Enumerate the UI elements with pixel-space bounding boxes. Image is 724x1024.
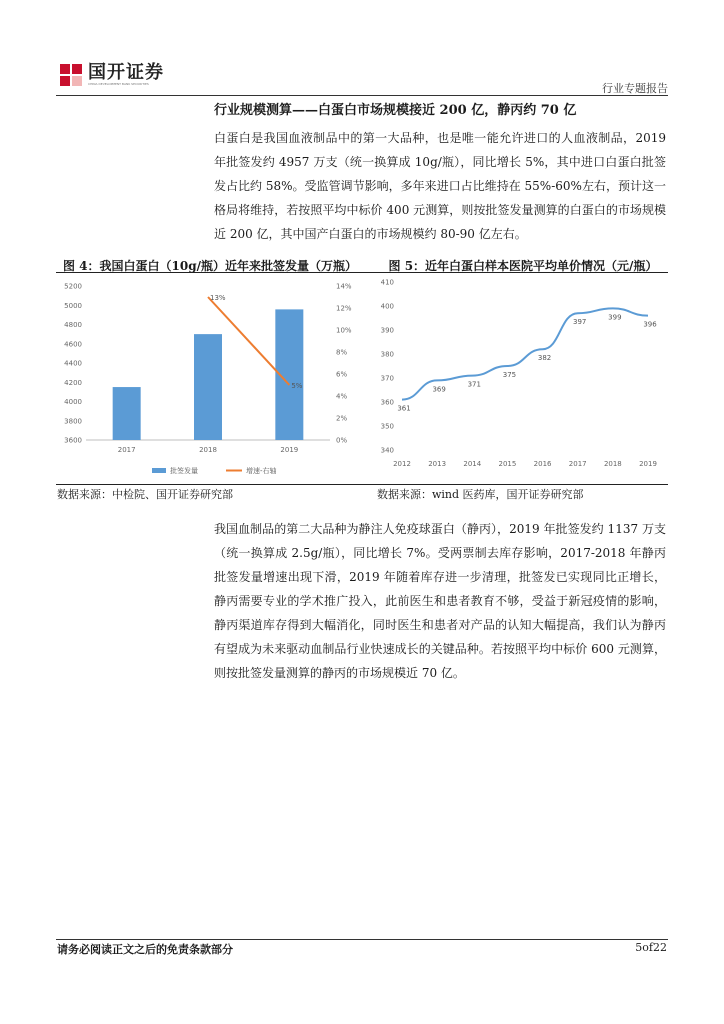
y-tick-label: 5000: [64, 301, 82, 310]
x-tick-label: 2018: [603, 460, 622, 468]
figure-5-title: 图 5：近年白蛋白样本医院平均单价情况（元/瓶）: [388, 259, 658, 273]
y-tick-label: 5200: [64, 282, 82, 291]
company-logo: [60, 64, 164, 86]
bar: [194, 334, 222, 440]
paragraph-albumin: 白蛋白是我国血液制品中的第一大品种，也是唯一能允许进口的人血液制品，2019 年批签发约 4957 万支（统一换算成 10g/瓶），同比增长 5%，其中进口白蛋白批签发占比约 58%。受监管调节影响，多年来进口占比维持在 55%-60%左右，预计这一格局将维持，若按照平均中标价 400 元测算，则按批签发量测算的白蛋白的市场规模近 200 亿，其中国产白蛋白的市场规模约 80-90 亿左右。: [214, 131, 666, 241]
figure-5-source: 数据来源：wind 医药库，国开证券研究部: [377, 488, 584, 501]
y-tick-label: 3600: [64, 436, 82, 445]
section-heading: 行业规模测算——白蛋白市场规模接近 200 亿，静丙约 70 亿: [214, 103, 577, 118]
y-tick-label: 370: [380, 374, 394, 383]
report-type: 行业专题报告: [602, 82, 668, 95]
page-number: 5of22: [635, 941, 667, 954]
y-tick-label: 3800: [64, 417, 82, 426]
y-tick-label: 340: [380, 446, 394, 455]
figure-top-rule: [56, 272, 668, 273]
footer-divider: [56, 939, 668, 940]
logo-subtitle: CHINA DEVELOPMENT BANK SECURITIES: [88, 82, 149, 86]
footer-disclaimer: 请务必阅读正文之后的免责条款部分: [57, 943, 233, 956]
figure-4-title: 图 4：我国白蛋白（10g/瓶）近年来批签发量（万瓶）: [62, 259, 357, 273]
x-tick-label: 2018: [199, 446, 217, 454]
y2-tick-label: 6%: [336, 370, 348, 379]
x-tick-label: 2016: [533, 460, 552, 468]
logo-mark-icon: [60, 64, 82, 86]
y2-tick-label: 2%: [336, 414, 348, 423]
figure-bottom-rule: [56, 484, 668, 485]
price-data-label: 371: [467, 380, 481, 389]
y-tick-label: 410: [380, 278, 394, 287]
figure-5-chart: [366, 274, 668, 482]
price-data-label: 361: [397, 404, 411, 413]
x-tick-label: 2019: [280, 446, 299, 454]
x-tick-label: 2012: [393, 460, 411, 468]
y-tick-label: 400: [380, 302, 394, 311]
y-tick-label: 4200: [64, 378, 82, 387]
y2-tick-label: 8%: [336, 348, 348, 357]
header-divider: [56, 95, 668, 96]
x-tick-label: 2015: [498, 460, 517, 468]
price-data-label: 399: [608, 313, 622, 322]
bar: [113, 387, 141, 440]
x-tick-label: 2017: [117, 446, 136, 454]
logo-name: 国开证券: [88, 62, 164, 83]
figure-4-source: 数据来源：中检院、国开证券研究部: [57, 488, 233, 501]
y-tick-label: 390: [380, 326, 394, 335]
y2-tick-label: 10%: [336, 326, 352, 335]
legend-line-label: 增速-右轴: [246, 467, 277, 475]
legend-bar-swatch: [152, 468, 166, 473]
price-data-label: 396: [643, 320, 657, 329]
price-data-label: 369: [432, 385, 446, 394]
growth-data-label: 5%: [291, 382, 303, 390]
y2-tick-label: 4%: [336, 392, 348, 401]
price-data-label: 397: [573, 318, 587, 327]
y2-tick-label: 12%: [336, 304, 352, 313]
y-tick-label: 4000: [64, 398, 82, 406]
figure-4-chart: [56, 274, 366, 482]
x-tick-label: 2013: [428, 460, 447, 468]
legend-bar-label: 批签发量: [170, 467, 198, 475]
y-tick-label: 4600: [64, 340, 82, 349]
y-tick-label: 4400: [64, 359, 82, 368]
y2-tick-label: 14%: [336, 282, 352, 291]
y-tick-label: 4800: [64, 321, 82, 329]
paragraph-ivig: 我国血制品的第二大品种为静注人免疫球蛋白（静丙），2019 年批签发约 1137 万支（统一换算成 2.5g/瓶），同比增长 7%。受两票制去库存影响，2017-2018 年静丙批签发量增速出现下滑，2019 年随着库存进一步清理，批签发已实现同比正增长，静丙需要专业的学术推广投入，此前医生和患者教育不够，受益于新冠疫情的影响，静丙渠道库存得到大幅消化，同时医生和患者对产品的认知大幅提高，我们认为静丙有望成为未来驱动血制品行业快速成长的关键品种。若按照平均中标价 600 元测算，则按批签发量测算的静丙的市场规模近 70 亿。: [214, 522, 666, 680]
y-tick-label: 360: [380, 398, 394, 407]
price-data-label: 375: [502, 371, 517, 379]
price-data-label: 382: [537, 354, 552, 363]
x-tick-label: 2019: [639, 460, 657, 468]
y-tick-label: 350: [380, 422, 394, 431]
y-tick-label: 380: [380, 350, 394, 359]
x-tick-label: 2014: [463, 460, 482, 468]
growth-data-label: 13%: [210, 294, 226, 302]
y2-tick-label: 0%: [336, 436, 348, 445]
x-tick-label: 2017: [568, 460, 587, 468]
